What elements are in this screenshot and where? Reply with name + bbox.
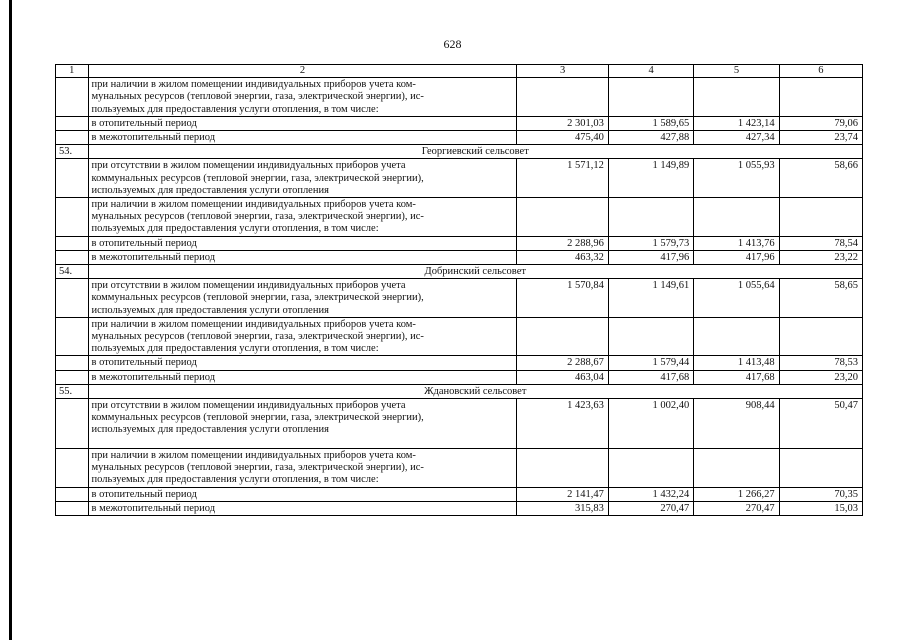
row-number-cell [56, 449, 89, 488]
table-row [56, 236, 863, 250]
tariff-table [55, 64, 863, 516]
row-description: в отопительный период [88, 236, 517, 250]
row-description: при наличии в жилом помещении индивидуальных приборов учета ком- мунальных ресурсов (тепловой энергии, газа, электрической энергии), ис- пользуемых для предоставления услуги отопления, в том числе: [88, 449, 517, 488]
row-description: в отопительный период [88, 356, 517, 370]
value-cell-v6: 70,35 [779, 487, 862, 501]
value-cell-v3: 315,83 [517, 501, 608, 515]
value-cell-v5: 1 055,64 [694, 279, 779, 318]
value-cell-v3: 463,04 [517, 370, 608, 384]
row-number-cell [56, 370, 89, 384]
value-cell-v3: 1 571,12 [517, 159, 608, 198]
value-cell-v4: 1 149,61 [608, 279, 693, 318]
value-cell-v6: 58,66 [779, 159, 862, 198]
column-number: 3 [517, 65, 608, 78]
value-cell-v4: 1 589,65 [608, 116, 693, 130]
row-description: при отсутствии в жилом помещении индивидуальных приборов учета коммунальных ресурсов (тепловой энергии, газа, электрической энергии), используемых для предоставления услуги отопления [88, 279, 517, 318]
column-number: 1 [56, 65, 89, 78]
row-number-cell [56, 116, 89, 130]
table-row [56, 370, 863, 384]
row-description: в межотопительный период [88, 250, 517, 264]
row-description: в межотопительный период [88, 501, 517, 515]
value-cell-v4: 270,47 [608, 501, 693, 515]
value-cell-v5: 1 266,27 [694, 487, 779, 501]
value-cell-v5 [694, 449, 779, 488]
row-number-cell [56, 159, 89, 198]
section-title: Ждановский сельсовет [88, 384, 862, 398]
value-cell-v6: 78,53 [779, 356, 862, 370]
section-header-row [56, 384, 863, 398]
table-row [56, 198, 863, 237]
value-cell-v5: 270,47 [694, 501, 779, 515]
table-row [56, 356, 863, 370]
table-row [56, 116, 863, 130]
table-row [56, 501, 863, 515]
column-number: 6 [779, 65, 862, 78]
column-number: 4 [608, 65, 693, 78]
value-cell-v6 [779, 317, 862, 356]
row-number-cell [56, 501, 89, 515]
column-number-row [56, 65, 863, 78]
value-cell-v3 [517, 198, 608, 237]
value-cell-v4: 1 002,40 [608, 399, 693, 449]
value-cell-v6: 50,47 [779, 399, 862, 449]
value-cell-v5: 1 423,14 [694, 116, 779, 130]
row-description: в отопительный период [88, 116, 517, 130]
table-row [56, 279, 863, 318]
value-cell-v3: 2 141,47 [517, 487, 608, 501]
row-description: при отсутствии в жилом помещении индивидуальных приборов учета коммунальных ресурсов (тепловой энергии, газа, электрической энергии), используемых для предоставления услуги отопления [88, 399, 517, 449]
value-cell-v6 [779, 449, 862, 488]
value-cell-v5: 1 413,76 [694, 236, 779, 250]
value-cell-v4: 1 579,73 [608, 236, 693, 250]
table-row [56, 131, 863, 145]
value-cell-v3: 1 570,84 [517, 279, 608, 318]
row-description: при отсутствии в жилом помещении индивидуальных приборов учета коммунальных ресурсов (тепловой энергии, газа, электрической энергии), используемых для предоставления услуги отопления [88, 159, 517, 198]
row-description: при наличии в жилом помещении индивидуальных приборов учета ком- мунальных ресурсов (тепловой энергии, газа, электрической энергии), ис- пользуемых для предоставления услуги отопления, в том числе: [88, 78, 517, 117]
value-cell-v5: 417,68 [694, 370, 779, 384]
value-cell-v3: 463,32 [517, 250, 608, 264]
value-cell-v6: 23,22 [779, 250, 862, 264]
value-cell-v5: 908,44 [694, 399, 779, 449]
row-description: в отопительный период [88, 487, 517, 501]
column-number: 2 [88, 65, 517, 78]
value-cell-v3: 2 288,96 [517, 236, 608, 250]
row-number-cell [56, 78, 89, 117]
value-cell-v3: 1 423,63 [517, 399, 608, 449]
value-cell-v4 [608, 317, 693, 356]
row-number-cell [56, 356, 89, 370]
row-description: при наличии в жилом помещении индивидуальных приборов учета ком- мунальных ресурсов (тепловой энергии, газа, электрической энергии), ис- пользуемых для предоставления услуги отопления, в том числе: [88, 317, 517, 356]
value-cell-v5: 1 055,93 [694, 159, 779, 198]
value-cell-v4 [608, 449, 693, 488]
page-number: 628 [443, 37, 462, 51]
row-description: в межотопительный период [88, 370, 517, 384]
table-row [56, 449, 863, 488]
row-number-cell [56, 399, 89, 449]
row-number-cell [56, 487, 89, 501]
row-number-cell [56, 236, 89, 250]
value-cell-v4: 1 149,89 [608, 159, 693, 198]
section-header-row [56, 145, 863, 159]
value-cell-v6: 78,54 [779, 236, 862, 250]
table-row [56, 78, 863, 117]
table-row [56, 317, 863, 356]
value-cell-v3 [517, 78, 608, 117]
row-description: при наличии в жилом помещении индивидуальных приборов учета ком- мунальных ресурсов (тепловой энергии, газа, электрической энергии), ис- пользуемых для предоставления услуги отопления, в том числе: [88, 198, 517, 237]
value-cell-v3: 475,40 [517, 131, 608, 145]
table-row [56, 399, 863, 449]
value-cell-v6: 15,03 [779, 501, 862, 515]
value-cell-v3: 2 288,67 [517, 356, 608, 370]
row-number-cell [56, 198, 89, 237]
value-cell-v4: 427,88 [608, 131, 693, 145]
value-cell-v5: 427,34 [694, 131, 779, 145]
value-cell-v5 [694, 317, 779, 356]
row-number-cell [56, 250, 89, 264]
value-cell-v5 [694, 198, 779, 237]
section-number: 55. [56, 384, 89, 398]
table-row [56, 159, 863, 198]
page-left-rule [9, 0, 12, 640]
value-cell-v6: 58,65 [779, 279, 862, 318]
value-cell-v3: 2 301,03 [517, 116, 608, 130]
row-number-cell [56, 279, 89, 318]
value-cell-v4: 417,68 [608, 370, 693, 384]
value-cell-v4: 1 432,24 [608, 487, 693, 501]
section-number: 54. [56, 265, 89, 279]
value-cell-v5: 1 413,48 [694, 356, 779, 370]
section-title: Георгиевский сельсовет [88, 145, 862, 159]
column-number: 5 [694, 65, 779, 78]
table-row [56, 250, 863, 264]
value-cell-v6 [779, 78, 862, 117]
value-cell-v3 [517, 449, 608, 488]
value-cell-v4 [608, 198, 693, 237]
value-cell-v6: 23,20 [779, 370, 862, 384]
row-number-cell [56, 131, 89, 145]
value-cell-v5: 417,96 [694, 250, 779, 264]
value-cell-v4: 1 579,44 [608, 356, 693, 370]
row-number-cell [56, 317, 89, 356]
value-cell-v6 [779, 198, 862, 237]
value-cell-v5 [694, 78, 779, 117]
section-title: Добринский сельсовет [88, 265, 862, 279]
section-number: 53. [56, 145, 89, 159]
value-cell-v4 [608, 78, 693, 117]
row-description: в межотопительный период [88, 131, 517, 145]
section-header-row [56, 265, 863, 279]
table-row [56, 487, 863, 501]
value-cell-v6: 23,74 [779, 131, 862, 145]
value-cell-v4: 417,96 [608, 250, 693, 264]
value-cell-v6: 79,06 [779, 116, 862, 130]
value-cell-v3 [517, 317, 608, 356]
